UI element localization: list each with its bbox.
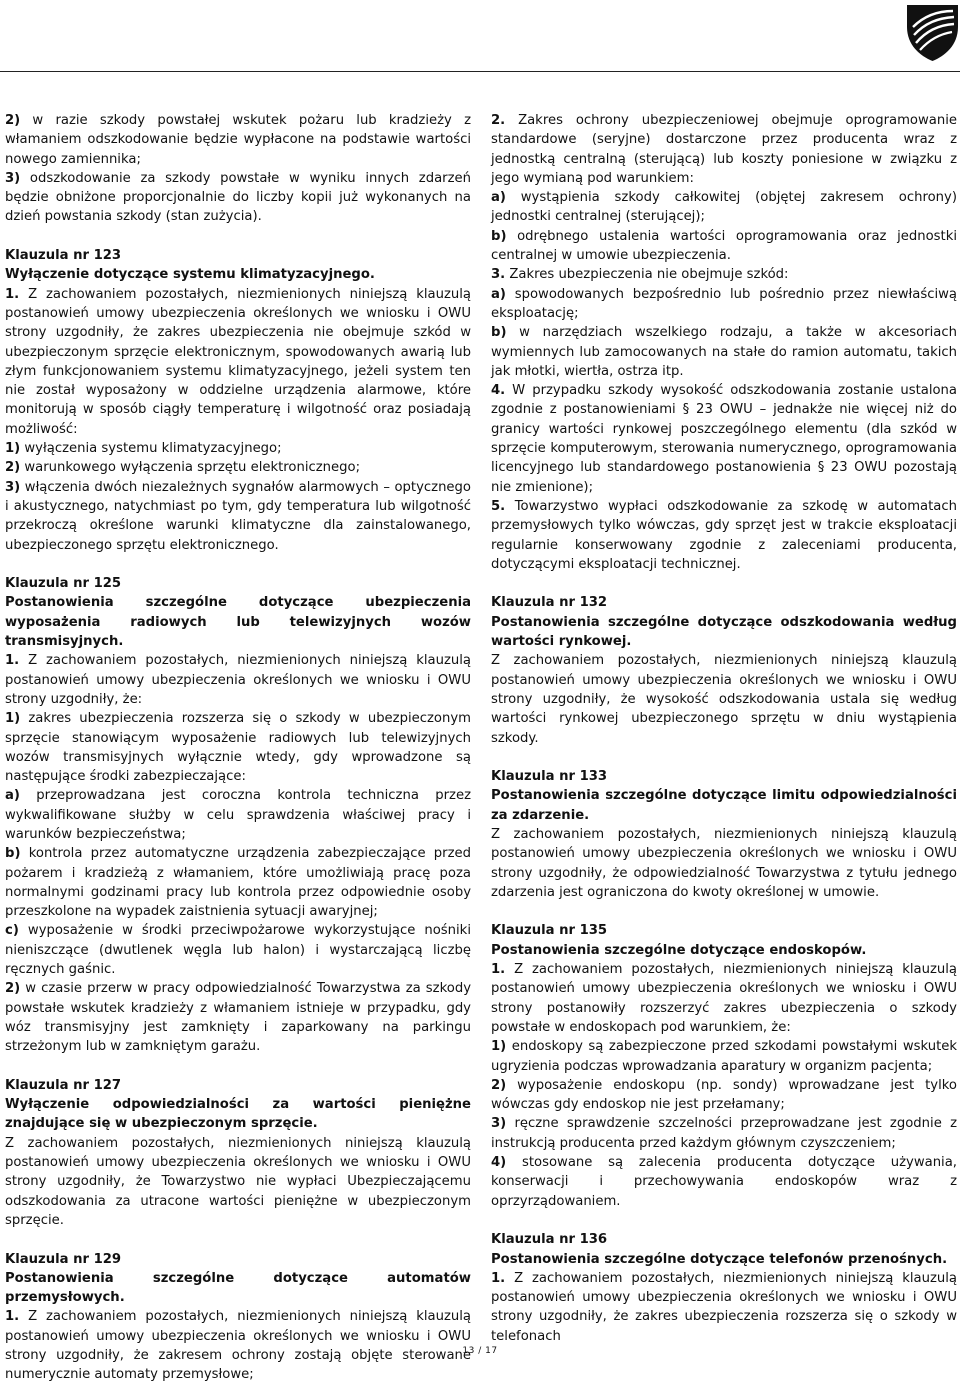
item-marker: b) — [491, 228, 507, 244]
spacer — [491, 574, 957, 593]
item-marker: 1. — [5, 653, 20, 669]
paragraph-text: wyłączenia systemu klimatyzacyjnego; — [20, 441, 282, 457]
company-logo-icon — [905, 3, 960, 63]
clause-number: Klauzula nr 132 — [491, 595, 608, 611]
paragraph-text: Z zachowaniem pozostałych, niezmienionych niniejszą klauzulą postanowień umowy ubezpieczenia określonych we wniosku i OWU strony uzgodniły, że zakresem ochrony zostają objęte sterowane numerycznie automaty przemysłowe; — [5, 1309, 471, 1383]
item-marker: 2) — [491, 1077, 507, 1093]
paragraph — [491, 1114, 957, 1153]
paragraph-text: Zakres ubezpieczenia nie obejmuje szkód: — [505, 267, 789, 283]
paragraph — [491, 265, 957, 284]
paragraph — [5, 979, 471, 1056]
paragraph-text: przeprowadzana jest coroczna kontrola techniczna przez wykwalifikowane służby w celu sprawdzenia właściwej pracy i warunków bezpieczeństwa; — [5, 788, 471, 842]
item-marker: 1. — [491, 962, 506, 978]
paragraph-text: spowodowanych bezpośrednio lub pośrednio przez niewłaściwą eksploatację; — [491, 286, 957, 321]
clause-title: Postanowienia szczególne dotyczące automatów przemysłowych. — [5, 1270, 471, 1306]
paragraph-text: Z zachowaniem pozostałych, niezmienionych niniejszą klauzulą postanowień umowy ubezpieczenia określonych we wniosku i OWU strony uzgodniły, że wysokość odszkodowania ustala się według wartości rynkowej ubezpieczonego sprzętu w dniu wystąpienia szkody. — [491, 653, 957, 746]
item-marker: 4. — [491, 383, 506, 399]
paragraph-text: Z zachowaniem pozostałych, niezmienionych niniejszą klauzulą postanowień umowy ubezpieczenia określonych we wniosku i OWU strony uzgodniły, że zakres ubezpieczenia nie obejmuje szkód w ubezpieczonym sprzęcie elektronicznym, spowodowanych awarią lub złym funkcjonowaniem systemu klimatyzacyjnego, jeżeli system ten nie został wyposażony w oddzielne urządzenia alarmowe, które monitorują w sposób ciągły temperaturę i wilgotność oraz posiadają możliwość: — [5, 286, 471, 437]
paragraph-text: W przypadku szkody wysokość odszkodowania zostanie ustalona zgodnie z postanowieniami § 23 OWU – jednakże nie więcej niż do granicy wartości rynkowej poszczególnego elementu (dla szkód w sprzęcie komputerowym, sterowania numerycznego, oprogramowania licencyjnego lub standardowego postanowienia § 23 OWU pozostają nie zmienione); — [491, 383, 957, 495]
paragraph — [491, 960, 957, 1037]
paragraph — [491, 1076, 957, 1115]
paragraph-text: warunkowego wyłączenia sprzętu elektronicznego; — [20, 460, 361, 476]
item-marker: 1) — [5, 711, 21, 727]
clause-title: Postanowienia szczególne dotyczące endoskopów. — [491, 942, 867, 958]
spacer — [491, 748, 957, 767]
paragraph-text: w narzędziach wszelkiego rodzaju, a także w akcesoriach wymiennych lub zamocowanych na stałe do ramion automatu, takich jak młotki, wiertła, ostrza itp. — [491, 325, 957, 379]
paragraph-text: wyposażenie w środki przeciwpożarowe wykorzystujące nośniki nieniszczące (dwutlenek węgla lub halon) i wystarczającą liczbę ręcznych gaśnic. — [5, 923, 471, 978]
item-marker: 4) — [491, 1155, 507, 1171]
paragraph-text: endoskopy są zabezpieczone przed szkodami powstałymi wskutek ugryzienia podczas wprowadzania aparatury w organizm pacjenta; — [491, 1039, 957, 1074]
item-marker: 1. — [5, 286, 20, 302]
header-rule — [0, 71, 960, 72]
item-marker: 3) — [491, 1116, 507, 1132]
clause-title: Wyłączenie odpowiedzialności za wartości pieniężne znajdujące się w ubezpieczonym sprzęcie. — [5, 1097, 471, 1132]
paragraph-text: Z zachowaniem pozostałych, niezmienionych niniejszą klauzulą postanowień umowy ubezpieczenia określonych we wniosku i OWU strony uzgodniły, że zakres ubezpieczenia rozszerza się o szkody w telefonach — [491, 1270, 957, 1344]
clause-number: Klauzula nr 133 — [491, 769, 608, 785]
paragraph — [491, 285, 957, 324]
paragraph — [491, 323, 957, 381]
paragraph — [491, 111, 957, 188]
paragraph-text: wystąpienia szkody całkowitej (objętej zakresem ochrony) jednostki centralnej (sterującej); — [491, 190, 957, 225]
item-marker: 2) — [5, 460, 21, 476]
left-column — [5, 111, 471, 1385]
paragraph — [5, 169, 471, 227]
paragraph — [491, 1037, 957, 1076]
item-marker: 2) — [5, 981, 21, 997]
clause-number: Klauzula nr 136 — [491, 1232, 608, 1248]
paragraph — [491, 188, 957, 227]
paragraph-text: odszkodowanie za szkody powstałe w wyniku innych zdarzeń będzie obniżone proporcjonalnie do liczby kopii już wykonanych na dzień powstania szkody (stan zużycia). — [5, 170, 471, 225]
paragraph — [491, 381, 957, 497]
clause-number: Klauzula nr 125 — [5, 576, 122, 592]
spacer — [5, 1230, 471, 1249]
paragraph-text: Towarzystwo wypłaci odszkodowanie za szkodę w automatach przemysłowych tylko wówczas, gdy sprzęt jest w trakcie eksploatacji regularnie konserwowany zgodnie z zaleceniami producenta, dotyczącymi eksploatacji technicznej. — [491, 498, 957, 572]
paragraph-text: zakres ubezpieczenia rozszerza się o szkody w ubezpieczonym sprzęcie stanowiącym wyposażenie radiowych lub telewizyjnych wozów transmisyjnych wyłącznie wtedy, gdy wprowadzone są następujące środki zabezpieczające: — [5, 711, 471, 785]
item-marker: a) — [491, 190, 506, 206]
paragraph-text: Zakres ochrony ubezpieczeniowej obejmuje oprogramowanie standardowe (seryjne) dostarczone przez producenta wraz z jednostką centralną (sterującą) lub koszty poniesione w związku z jego wymianą pod warunkiem: — [491, 113, 957, 186]
spacer — [5, 227, 471, 246]
spacer — [5, 555, 471, 574]
paragraph — [5, 1134, 471, 1230]
paragraph — [491, 1153, 957, 1211]
paragraph-text: wyposażenie endoskopu (np. sondy) wprowadzane jest tylko wówczas gdy endoskop nie jest przełamany; — [491, 1077, 957, 1113]
clause-title: Postanowienia szczególne dotyczące odszkodowania według wartości rynkowej. — [491, 614, 957, 650]
item-marker: a) — [491, 286, 506, 302]
item-marker: 5. — [491, 498, 506, 514]
paragraph-text: odrębnego ustalenia wartości oprogramowania oraz jednostki centralnej w umowie ubezpieczenia. — [491, 228, 957, 264]
clause-title: Postanowienia szczególne dotyczące ubezpieczenia wyposażenia radiowych lub telewizyjnych wozów transmisyjnych. — [5, 595, 471, 650]
paragraph — [5, 285, 471, 439]
item-marker: 2) — [5, 113, 21, 128]
spacer — [491, 902, 957, 921]
paragraph — [491, 497, 957, 574]
item-marker: 1) — [491, 1039, 507, 1055]
spacer — [5, 1057, 471, 1076]
item-marker: a) — [5, 788, 20, 804]
paragraph — [491, 227, 957, 266]
clause-title: Wyłączenie dotyczące systemu klimatyzacyjnego. — [5, 267, 375, 283]
spacer — [491, 1211, 957, 1230]
clause-title: Postanowienia szczególne dotyczące telefonów przenośnych. — [491, 1251, 948, 1267]
page-number: 13 / 17 — [462, 1346, 498, 1356]
paragraph-text: Z zachowaniem pozostałych, niezmienionych niniejszą klauzulą postanowień umowy ubezpieczenia określonych we wniosku i OWU strony uzgodniły, że: — [5, 653, 471, 707]
clause-number: Klauzula nr 127 — [5, 1077, 122, 1093]
paragraph — [491, 1269, 957, 1346]
paragraph-text: ręczne sprawdzenie szczelności przeprowadzane jest zgodnie z instrukcją producenta przed każdym głównym czyszczeniem; — [491, 1116, 957, 1151]
clause-number: Klauzula nr 123 — [5, 248, 122, 264]
paragraph — [491, 651, 957, 747]
paragraph — [5, 709, 471, 786]
item-marker: c) — [5, 923, 19, 939]
paragraph — [5, 439, 471, 458]
item-marker: 1. — [5, 1309, 20, 1325]
paragraph-text: w razie szkody powstałej wskutek pożaru lub kradzieży z włamaniem odszkodowanie będzie wypłacone na podstawie wartości nowego zamiennika; — [5, 113, 471, 167]
paragraph-text: Z zachowaniem pozostałych, niezmienionych niniejszą klauzulą postanowień umowy ubezpieczenia określonych we wniosku i OWU strony uzgodniły, że odpowiedzialność Towarzystwa z tytułu jednego zdarzenia jest ograniczona do kwoty określonej w umowie. — [491, 826, 957, 900]
item-marker: b) — [5, 846, 21, 862]
paragraph-text: kontrola przez automatyczne urządzenia zabezpieczające przed pożarem i kradzieżą z włamaniem, które umożliwiają pracę poza normalnymi godzinami pracy lub kontrola przez odpowiednie osoby przeszkolone na wypadek zaistnienia sytuacji awaryjnej; — [5, 846, 471, 920]
paragraph — [5, 111, 471, 169]
paragraph — [5, 458, 471, 477]
item-marker: 3) — [5, 170, 21, 186]
paragraph — [5, 478, 471, 555]
paragraph-text: Z zachowaniem pozostałych, niezmienionych niniejszą klauzulą postanowień umowy ubezpieczenia określonych we wniosku i OWU strony uzgodniły, że Towarzystwo nie wypłaci Ubezpieczającemu odszkodowania za utracone wartości pieniężne w ubezpieczonym sprzęcie. — [5, 1135, 471, 1228]
right-column — [491, 111, 957, 1346]
paragraph — [5, 844, 471, 921]
paragraph — [5, 651, 471, 709]
paragraph-text: w czasie przerw w pracy odpowiedzialność Towarzystwa za szkody powstałe wskutek kradzieży z włamaniem istnieje w przypadku, gdy wóz transmisyjny jest zamknięty i zaparkowany na parkingu strzeżonym lub w zamkniętym garażu. — [5, 981, 471, 1055]
item-marker: 3. — [491, 267, 506, 283]
clause-number: Klauzula nr 129 — [5, 1251, 122, 1267]
item-marker: 2. — [491, 113, 506, 128]
paragraph-text: włączenia dwóch niezależnych sygnałów alarmowych – optycznego i akustycznego, natychmiast po tym, gdy temperatura lub wilgotność przekroczą określone warunki klimatyczne dla zainstalowanego, ubezpieczonego sprzętu elektronicznego. — [5, 479, 471, 553]
item-marker: b) — [491, 325, 507, 341]
item-marker: 3) — [5, 479, 21, 495]
paragraph — [5, 786, 471, 844]
clause-number: Klauzula nr 135 — [491, 923, 608, 939]
paragraph-text: stosowane są zalecenia producenta dotyczące używania, konserwacji i przechowywania endoskopów wraz z oprzyrządowaniem. — [491, 1155, 957, 1209]
paragraph — [491, 825, 957, 902]
item-marker: 1) — [5, 441, 21, 457]
paragraph-text: Z zachowaniem pozostałych, niezmienionych niniejszą klauzulą postanowień umowy ubezpieczenia określonych we wniosku i OWU strony postanowiły rozszerzyć zakres ubezpieczenia o szkody powstałe w endoskopach pod warunkiem, że: — [491, 962, 957, 1035]
item-marker: 1. — [491, 1270, 506, 1286]
paragraph — [5, 921, 471, 979]
clause-title: Postanowienia szczególne dotyczące limitu odpowiedzialności za zdarzenie. — [491, 788, 957, 823]
